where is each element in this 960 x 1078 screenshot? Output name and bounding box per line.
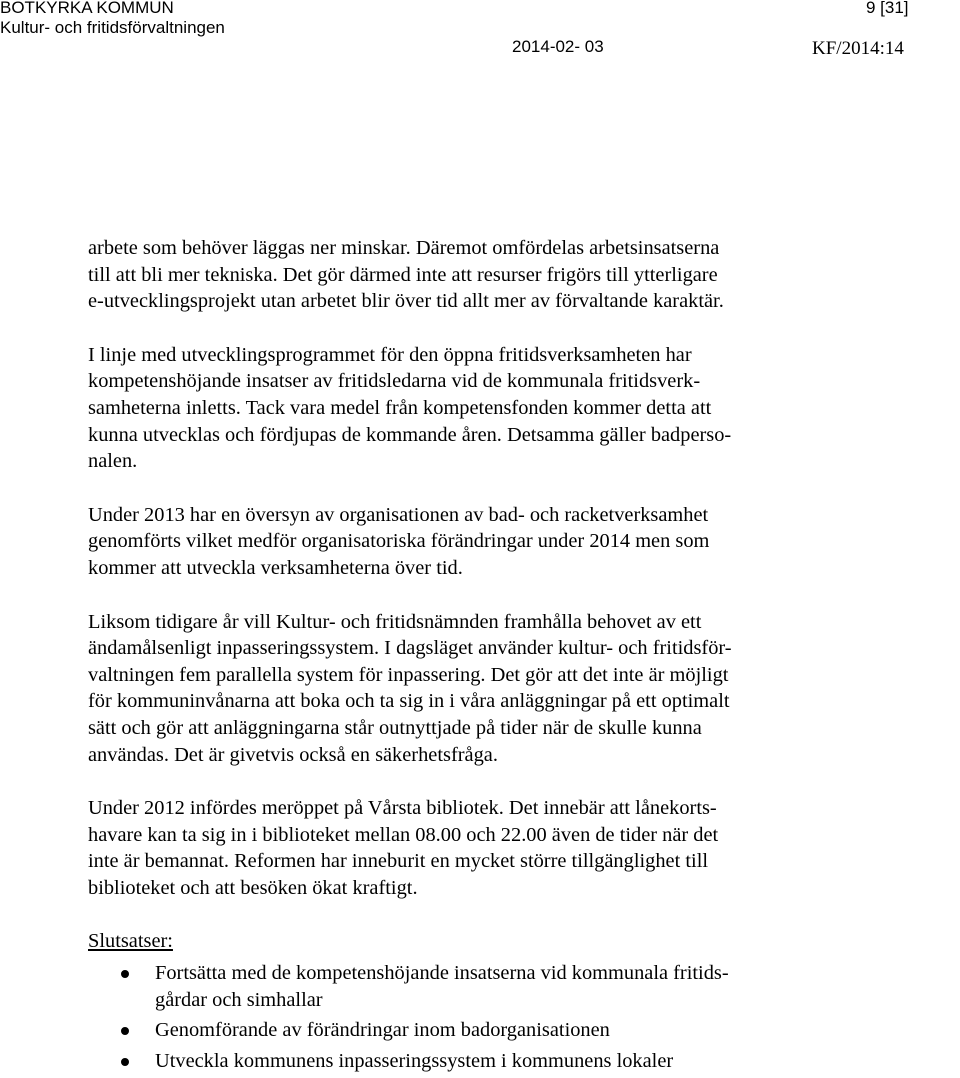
text-line: till att bli mer tekniska. Det gör därmed inte att resurser frigörs till ytterligare — [88, 263, 718, 286]
bullet-icon — [121, 1058, 129, 1066]
organization-name: BOTKYRKA KOMMUN — [0, 0, 174, 17]
paragraph — [88, 235, 918, 315]
text-line: nalen. — [88, 450, 138, 473]
text-line: Utveckla kommunens inpasseringssystem i kommunens lokaler — [155, 1049, 674, 1072]
text-line: havare kan ta sig in i biblioteket mellan 08.00 och 22.00 även de tider när det — [88, 823, 719, 846]
paragraph — [88, 502, 918, 582]
document-body — [88, 235, 918, 1078]
bullet-icon — [121, 1027, 129, 1035]
conclusions-list — [88, 960, 918, 1074]
text-line: inte är bemannat. Reformen har inneburit en mycket större tillgänglighet till — [88, 850, 709, 873]
paragraph — [88, 795, 918, 901]
text-line: samheterna inletts. Tack vara medel från kompetensfonden kommer detta att — [88, 396, 712, 419]
department-name: Kultur- och fritidsförvaltningen — [0, 18, 225, 37]
text-line: sätt och gör att anläggningarna står outnyttjade på tider när de skulle kunna — [88, 716, 702, 739]
text-line: arbete som behöver läggas ner minskar. Däremot omfördelas arbetsinsatserna — [88, 237, 720, 259]
text-line: för kommuninvånarna att boka och ta sig in i våra anläggningar på ett optimalt — [88, 690, 730, 713]
text-line: kompetenshöjande insatser av fritidsledarna vid de kommunala fritidsverk- — [88, 370, 701, 393]
text-line: Under 2012 infördes meröppet på Vårsta bibliotek. Det innebär att lånekorts- — [88, 797, 717, 820]
text-line: kunna utvecklas och fördjupas de kommande åren. Detsamma gäller badperso- — [88, 423, 732, 446]
text-line: användas. Det är givetvis också en säkerhetsfråga. — [88, 743, 498, 766]
list-item — [88, 1048, 918, 1075]
list-item — [88, 960, 918, 1013]
text-line: biblioteket och att besöken ökat kraftigt. — [88, 876, 418, 899]
paragraph — [88, 609, 918, 769]
conclusions-heading: Slutsatser: — [88, 930, 173, 953]
text-line: I linje med utvecklingsprogrammet för den öppna fritidsverksamheten har — [88, 343, 692, 366]
text-line: e-utvecklingsprojekt utan arbetet blir över tid allt mer av förvaltande karaktär. — [88, 290, 724, 313]
bullet-icon — [121, 970, 129, 978]
paragraph — [88, 342, 918, 475]
text-line: Genomförande av förändringar inom badorganisationen — [155, 1019, 610, 1042]
text-line: Liksom tidigare år vill Kultur- och fritidsnämnden framhålla behovet av ett — [88, 610, 702, 633]
page-number: 9 [31] — [866, 0, 909, 17]
text-line: valtningen fem parallella system för inpassering. Det gör att det inte är möjligt — [88, 663, 729, 686]
text-line: gårdar och simhallar — [155, 988, 323, 1011]
text-line: Under 2013 har en översyn av organisationen av bad- och racketverksamhet — [88, 503, 709, 526]
document-date: 2014-02- 03 — [512, 37, 604, 56]
list-item — [88, 1017, 918, 1044]
document-reference: KF/2014:14 — [812, 38, 904, 59]
text-line: genomförts vilket medför organisatoriska förändringar under 2014 men som — [88, 530, 710, 553]
text-line: Fortsätta med de kompetenshöjande insatserna vid kommunala fritids- — [155, 962, 729, 985]
text-line: kommer att utveckla verksamheterna över tid. — [88, 556, 463, 579]
text-line: ändamålsenligt inpasseringssystem. I dagsläget använder kultur- och fritidsför- — [88, 637, 732, 660]
